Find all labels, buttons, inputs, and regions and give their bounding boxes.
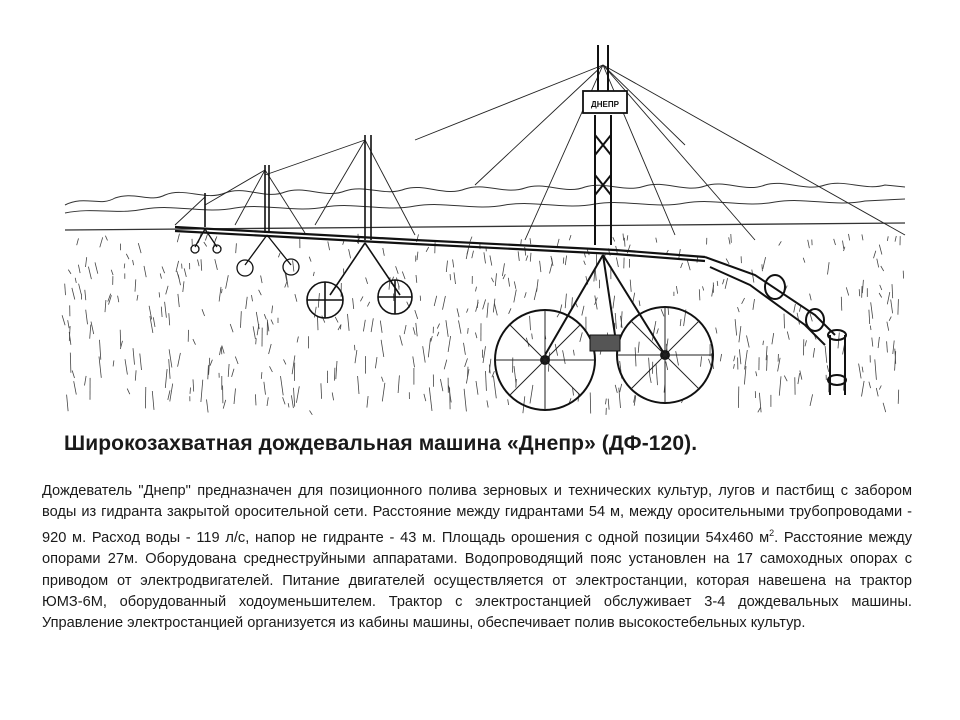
secondary-masts xyxy=(205,135,371,240)
description-text: Дождеватель "Днепр" предназначен для позиционного полива зерновых и технических культур, лугов и пастбищ с забором воды из гидранта закрытой оросительной сети. Расстояние между гидрантами 54 м, между оросительными трубопроводами - 920 м. Расход воды - 119 л/с, напор не гидранте - 43 м. Площадь орошения с одной позиции 54х460 м xyxy=(42,483,912,547)
irrigation-machine-illustration xyxy=(55,35,915,420)
superscript-exponent: 2 xyxy=(769,528,775,539)
tower-sign-label: ДНЕПР xyxy=(591,100,619,109)
middle-support xyxy=(307,243,412,318)
tree-line xyxy=(65,183,905,230)
hydrant-hose xyxy=(705,257,846,395)
figure-caption: Широкозахватная дождевальная машина «Днепр» (ДФ-120). xyxy=(64,432,698,455)
description-text-continued: . Расстояние между опорами 27м. Оборудована среднеструйными аппаратами. Водопроводящий пояс установлен на 17 самоходных опорах с приводом от электродвигателей. Питание двигателей осуществляется от электростанции, которая навешена на трактор ЮМЗ-6М, оборудованный ходоуменьшителем. Трактор с электростанцией обслуживает 3-4 дождевальных машины. Управление электростанцией организуется из кабины машины, обеспечивает полив высокостебельных культур. xyxy=(42,530,912,632)
grass-field xyxy=(62,231,904,415)
front-support xyxy=(495,255,713,410)
water-pipe xyxy=(175,227,705,261)
support-cables xyxy=(175,65,905,240)
description-paragraph xyxy=(42,481,912,634)
